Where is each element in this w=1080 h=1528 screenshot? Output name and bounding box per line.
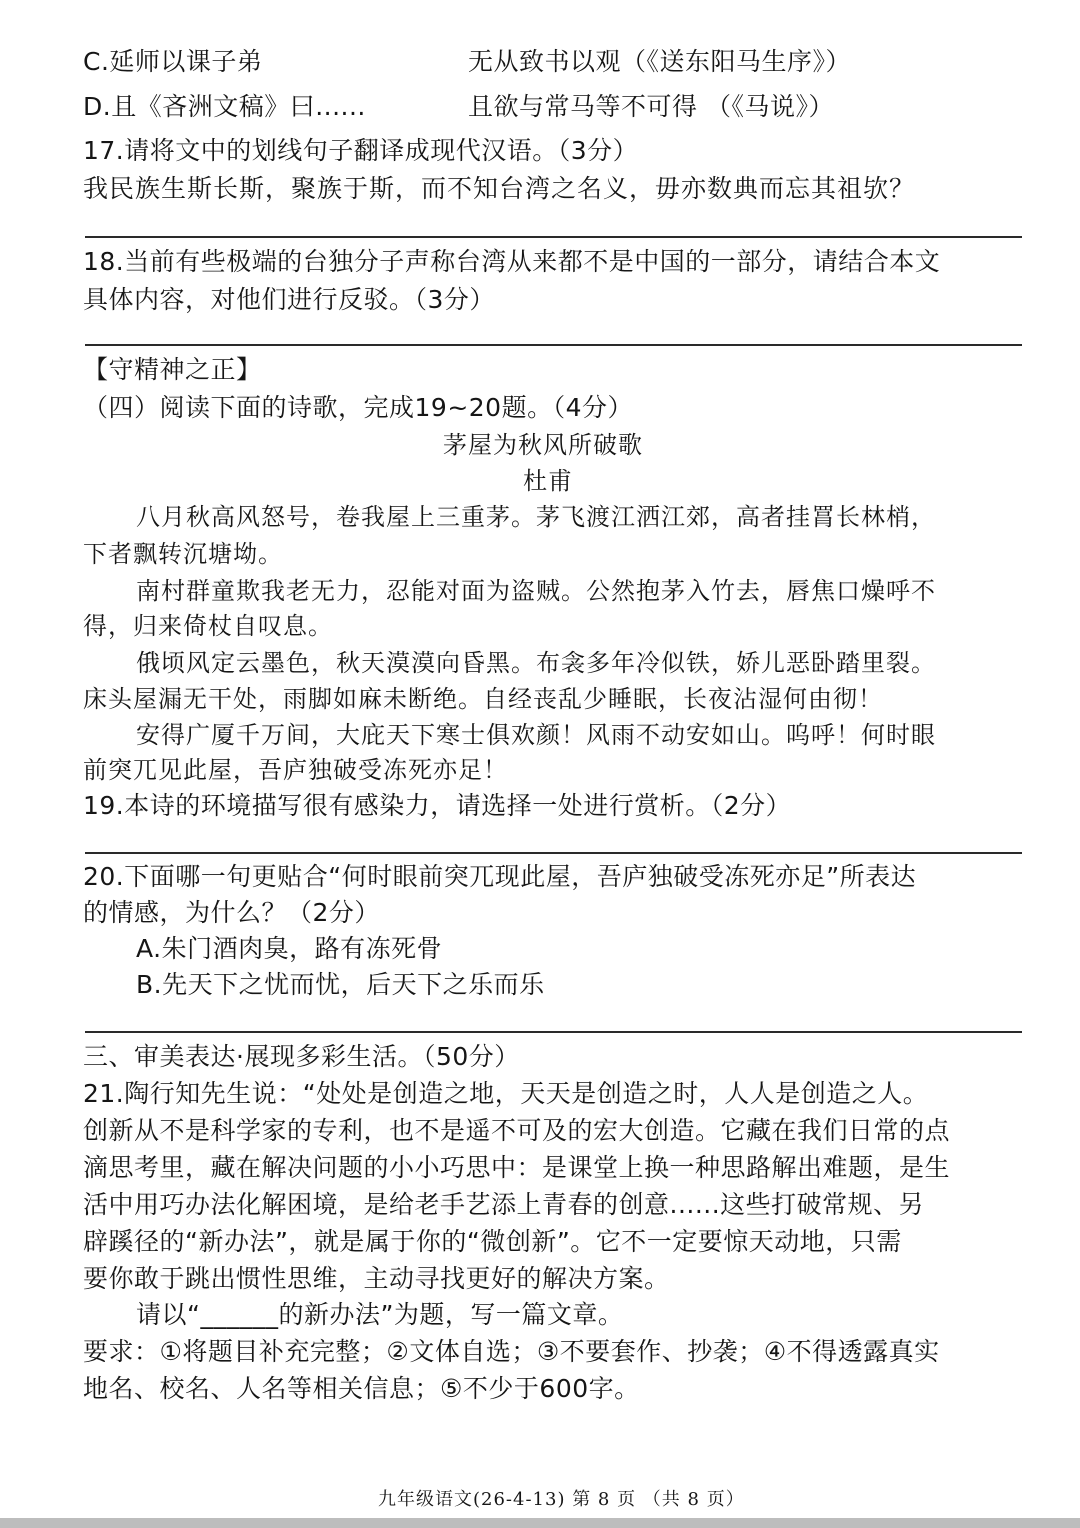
poem-line: 安得广厦千万间，大庇天下寒士俱欢颜！风雨不动安如山。呜呼！何时眼 [136, 721, 936, 749]
q20-option-b: B.先天下之忧而忧，后天下之乐而乐 [136, 970, 545, 999]
answer-line [85, 344, 1022, 346]
poem-line: 八月秋高风怒号，卷我屋上三重茅。茅飞渡江洒江郊，高者挂罥长林梢， [136, 503, 936, 531]
poem-title: 茅屋为秋风所破歌 [443, 431, 643, 459]
option-c-left: C.延师以课子弟 [83, 47, 263, 76]
q21-line: 创新从不是科学家的专利，也不是遥不可及的宏大创造。它藏在我们日常的点 [83, 1116, 951, 1145]
reading-intro: （四）阅读下面的诗歌，完成19~20题。（4分） [83, 393, 633, 422]
page-footer: 九年级语文(26-4-13) 第 8 页 （共 8 页） [378, 1489, 745, 1510]
poem-line: 得，归来倚杖自叹息。 [83, 612, 333, 640]
poem-author: 杜甫 [523, 467, 573, 495]
answer-line [85, 852, 1022, 854]
q21-task: 请以“______的新办法”为题，写一篇文章。 [136, 1300, 624, 1329]
q17-sentence: 我民族生斯长斯，聚族于斯，而不知台湾之名义，毋亦数典而忘其祖欤？ [83, 174, 916, 203]
q21-line: 辟蹊径的“新办法”，就是属于你的“微创新”。它不一定要惊天动地，只需 [83, 1227, 902, 1256]
q20-line-2: 的情感，为什么？（2分） [83, 898, 380, 927]
q20-line-1: 20.下面哪一句更贴合“何时眼前突兀现此屋，吾庐独破受冻死亦足”所表达 [83, 862, 917, 891]
q21-line: 活中用巧办法化解困境，是给老手艺添上青春的创意......这些打破常规、另 [83, 1190, 925, 1219]
answer-line [85, 1031, 1022, 1033]
q19-prompt: 19.本诗的环境描写很有感染力，请选择一处进行赏析。（2分） [83, 791, 792, 820]
answer-line [85, 236, 1022, 238]
q21-line: 滴思考里，藏在解决问题的小小巧思中：是课堂上换一种思路解出难题，是生 [83, 1153, 951, 1182]
poem-line: 俄顷风定云墨色，秋天漠漠向昏黑。布衾多年冷似铁，娇儿恶卧踏里裂。 [136, 649, 936, 677]
section-heading: 【守精神之正】 [83, 355, 262, 384]
q21-line: 21.陶行知先生说：“处处是创造之地，天天是创造之时，人人是创造之人。 [83, 1079, 929, 1108]
q17-prompt: 17.请将文中的划线句子翻译成现代汉语。（3分） [83, 136, 639, 165]
q18-line-1: 18.当前有些极端的台独分子声称台湾从来都不是中国的一部分，请结合本文 [83, 247, 941, 276]
poem-line: 床头屋漏无干处，雨脚如麻未断绝。自经丧乱少睡眠，长夜沾湿何由彻！ [83, 685, 883, 713]
poem-line: 前突兀见此屋，吾庐独破受冻死亦足！ [83, 756, 508, 784]
q20-option-a: A.朱门酒肉臭，路有冻死骨 [136, 934, 443, 963]
q21-requirements-2: 地名、校名、人名等相关信息；⑤不少于600字。 [83, 1374, 640, 1403]
poem-line: 南村群童欺我老无力，忍能对面为盗贼。公然抱茅入竹去，唇焦口燥呼不 [136, 577, 936, 605]
option-c-right: 无从致书以观（《送东阳马生序》） [468, 47, 852, 76]
q21-line: 要你敢于跳出惯性思维，主动寻找更好的解决方案。 [83, 1264, 670, 1293]
option-d-left: D.且《吝洲文稿》曰...... [83, 92, 366, 121]
q21-requirements-1: 要求：①将题目补充完整；②文体自选；③不要套作、抄袭；④不得透露真实 [83, 1337, 940, 1366]
option-d-right: 且欲与常马等不可得 （《马说》） [468, 92, 834, 121]
poem-line: 下者飘转沉塘坳。 [83, 540, 283, 568]
q18-line-2: 具体内容，对他们进行反驳。（3分） [83, 285, 495, 314]
part3-heading: 三、审美表达·展现多彩生活。（50分） [83, 1042, 520, 1071]
scan-bottom-strip [0, 1518, 1080, 1528]
